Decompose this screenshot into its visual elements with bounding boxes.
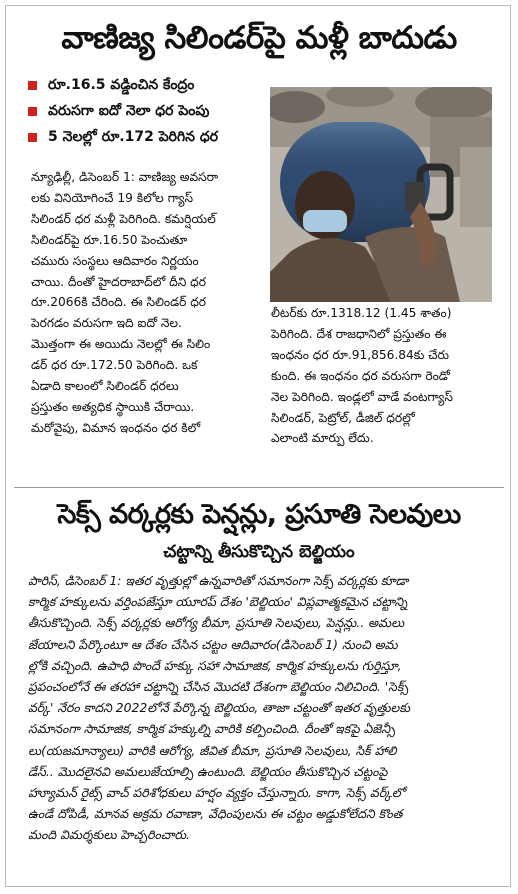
article-line: పెరిగింది. దేశ రాజధానిలో ప్రస్తుతం ఈ bbox=[271, 326, 447, 341]
bullet-list bbox=[26, 72, 266, 150]
article-line: ప్రస్తుతం అత్యధిక స్థాయికి చేరాయి. bbox=[31, 399, 195, 414]
article-line: ఇంధనం ధర రూ.91,856.84కు చేరు bbox=[271, 347, 449, 362]
red-square-bullet-icon bbox=[28, 107, 37, 116]
article-line: మరోవైపు, విమాన ఇంధనం ధర కిలో bbox=[31, 420, 201, 435]
cylinder-photo-illustration bbox=[270, 87, 492, 302]
photo-man-carrying-gas-cylinder bbox=[270, 87, 492, 302]
bullet-item bbox=[26, 124, 266, 150]
article-line: న్యూఢిల్లీ, డిసెంబర్ 1: వాణిజ్య అవసరా bbox=[31, 170, 219, 184]
article-line: కార్మిక హక్కులను వర్తింపజేస్తూ యూరప్ దేశం 'బెల్జియం' విప్లవాత్మకమైన చట్టాన్ని bbox=[28, 594, 408, 610]
bullet-text: వరుసగా ఐదో నెలా ధర పెంపు bbox=[48, 103, 210, 119]
bullet-item bbox=[26, 72, 266, 98]
article-line: జేయాలని పేర్కొంటూ ఆ దేశం చేసిన చట్టం ఆదివారం(డిసెంబర్ 1) నుంచి అమ bbox=[28, 636, 398, 652]
article-line: పారిస్, డిసెంబర్ 1: ఇతర వృత్తుల్లో ఉన్నవారితో సమానంగా సెక్స్ వర్కర్లకు కూడా bbox=[28, 573, 409, 588]
article1-right-column bbox=[271, 303, 496, 449]
article-line: తీసుకొచ్చింది. సెక్స్ వర్కర్లకు ఆరోగ్య బీమా, ప్రసూతి సెలవులు, పెన్షన్లు.. అమలు bbox=[28, 615, 405, 631]
article-line: చాయి. దీంతో హైదరాబాద్‌లో దీని ధర bbox=[31, 274, 206, 289]
article-line: ఎలాంటి మార్పు లేదు. bbox=[271, 431, 374, 446]
article-line: సిలిండర్, పెట్రోల్, డీజిల్ ధరల్లో bbox=[271, 410, 415, 425]
article-line: డేస్.. మొదలైనవి అమలుజేయాల్సి ఉంటుంది. బెల్జియం తీసుకొచ్చిన చట్టంపై bbox=[28, 763, 388, 779]
article-line: డర్ ధర రూ.172.50 పెరిగింది. ఒక bbox=[31, 358, 198, 373]
article-line: మంది విమర్శకులు హెచ్చరించారు. bbox=[28, 827, 190, 843]
article-line: ప్రపంచంలోనే ఈ తరహా చట్టాన్ని చేసిన మొదటి దేశంగా బెల్జియం నిలిచింది. 'సెక్స్ bbox=[28, 679, 409, 695]
section-divider bbox=[14, 487, 504, 488]
article-line: సిలిండర్ ధర మళ్లీ పెరిగింది. కమర్షియల్ bbox=[31, 211, 216, 226]
headline-commercial-cylinder: వాణిజ్య సిలిండర్‌పై మళ్లీ బాదుడు bbox=[61, 20, 457, 56]
red-square-bullet-icon bbox=[28, 133, 37, 142]
article-line: ఏడాది కాలంలో సిలిండర్ ధరలు bbox=[31, 379, 179, 394]
article-line: నెల పెరిగింది. ఇండ్లలో వాడే వంటగ్యాస్ bbox=[271, 389, 453, 404]
article-line: వర్క్' నేరం కాదని 2022లోనే పేర్కొన్న బెల్జియం, తాజా చట్టంతో ఇతర వృత్తులకు bbox=[28, 700, 411, 716]
article2-body bbox=[28, 570, 502, 846]
article-line: లీటర్‌కు రూ.1318.12 (1.45 శాతం) bbox=[271, 306, 452, 320]
article-line: ల్లోకి వచ్చింది. ఉపాధి పొందే హక్కు సహా సామాజిక, కార్మిక హక్కులను గుర్తిస్తూ, bbox=[28, 657, 402, 673]
bullet-item bbox=[26, 98, 266, 124]
article-line: మొత్తంగా ఈ అయిదు నెలల్లో ఈ సిలిం bbox=[31, 337, 211, 352]
article-line: హ్యూమన్ రైట్స్ వాచ్ పరిశోధకులు హర్షం వ్యక్తం చేస్తున్నారు. కాగా, సెక్స్ వర్క్‌లో bbox=[28, 785, 405, 801]
red-square-bullet-icon bbox=[28, 81, 37, 90]
headline-sex-workers-pensions: సెక్స్ వర్కర్లకు పెన్షన్లు, ప్రసూతి సెలవులు bbox=[57, 499, 461, 530]
article1-left-column bbox=[31, 167, 268, 439]
bullet-text: 5 నెలల్లో రూ.172 పెరిగిన ధర bbox=[48, 129, 219, 145]
article-line: లకు వినియోగించే 19 కిలోల గ్యాస్ bbox=[31, 190, 194, 205]
bullet-text: రూ.16.5 వడ్డించిన కేంద్రం bbox=[48, 77, 195, 93]
article-line: కుంది. ఈ ఇంధనం ధర వరుసగా రెండో bbox=[271, 368, 450, 383]
article-line: ఉండే దోపిడీ, మానవ అక్రమ రవాణా, వేధింపులను ఈ చట్టం అడ్డుకోలేదని కొంత bbox=[28, 806, 403, 822]
article-line: చమురు సంస్థలు ఆదివారం నిర్ణయం bbox=[31, 253, 199, 268]
article-line: సమానంగా సామాజిక, కార్మిక హక్కుల్ని వారికి కల్పించింది. దీంతో ఇకపై ఏజెన్సీ bbox=[28, 721, 396, 737]
article-line: లు(యజమాన్యాలు) వారికి ఆరోగ్య, జీవిత బీమా, ప్రసూతి సెలవులు, సిక్ హాలి bbox=[28, 742, 397, 758]
article-line: సిలిండర్‌పై రూ.16.50 పెంచుతూ bbox=[31, 232, 188, 247]
subheadline-belgium-law: చట్టాన్ని తీసుకొచ్చిన బెల్జియం bbox=[163, 542, 355, 562]
article-line: పెరగడం వరుసగా ఇది ఐదో నెల. bbox=[31, 316, 182, 331]
article-line: రూ.2066కి చేరింది. ఈ సిలిండర్ ధర bbox=[31, 295, 207, 310]
